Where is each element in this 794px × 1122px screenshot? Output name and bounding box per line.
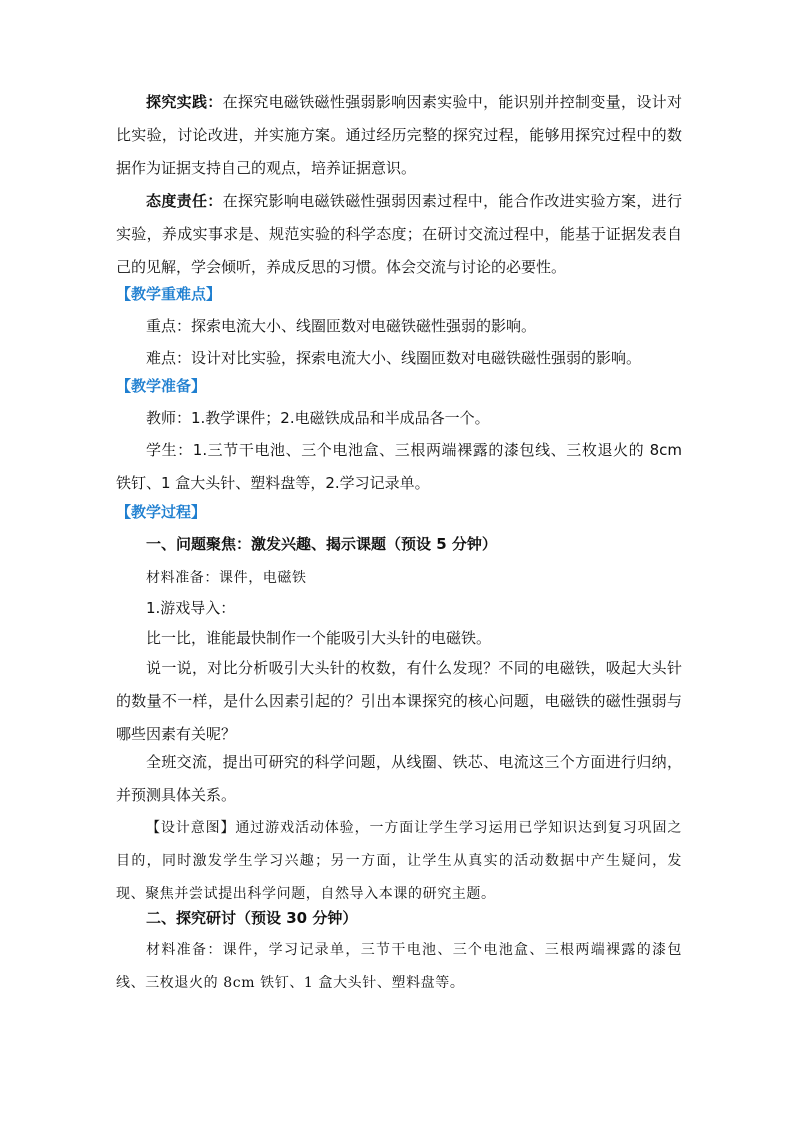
part1-discuss: 全班交流，提出可研究的科学问题，从线圈、铁芯、电流这三个方面进行归纳，并预测具体关系。 [116,753,682,804]
design-intent-tag: 【设计意图】 [146,820,236,836]
attitude-lead: 态度责任： [146,192,223,210]
part1-materials: 材料准备：课件，电磁铁 [146,570,307,586]
practice-text: 在探究电磁铁磁性强弱影响因素实验中，能识别并控制变量，设计对比实验，讨论改进，并实施方案。通过经历完整的探究过程，能够用探究过程中的数据作为证据支持自己的观点，培养证据意识。 [116,93,682,177]
design-intent-text: 通过游戏活动体验，一方面让学生学习运用已学知识达到复习巩固之目的，同时激发学生学习兴趣；另一方面，让学生从真实的活动数据中产生疑问，发现、聚焦并尝试提出科学问题，自然导入本课的研究主题。 [116,820,682,902]
difficulty-point: 难点：设计对比实验，探索电流大小、线圈匝数对电磁铁磁性强弱的影响。 [146,349,642,367]
part1-say: 说一说，对比分析吸引大头针的枚数，有什么发现？不同的电磁铁，吸起大头针的数量不一样，是什么因素引起的？引出本课探究的核心问题，电磁铁的磁性强弱与哪些因素有关呢？ [116,659,682,743]
part1-title: 一、问题聚焦：激发兴趣、揭示课题（预设 5 分钟） [146,535,497,553]
part2-title: 二、探究研讨（预设 30 分钟） [146,909,358,927]
part2-materials: 材料准备：课件，学习记录单，三节干电池、三个电池盒、三根两端裸露的漆包线、三枚退火的 8cm 铁钉、1 盒大头针、塑料盘等。 [116,942,682,991]
heading-process: 【教学过程】 [116,503,207,521]
part1-step: 1.游戏导入： [146,599,236,617]
paragraph-practice [116,86,682,185]
part1-design-intent [116,812,682,911]
heading-preparation: 【教学准备】 [116,377,207,395]
teacher-preparation: 教师：1.教学课件；2.电磁铁成品和半成品各一个。 [146,409,490,427]
practice-lead: 探究实践： [146,93,223,111]
paragraph-attitude [116,185,682,284]
focus-point: 重点：探索电流大小、线圈匝数对电磁铁磁性强弱的影响。 [146,317,537,335]
heading-key-points: 【教学重难点】 [116,285,222,303]
part1-compare: 比一比，谁能最快制作一个能吸引大头针的电磁铁。 [146,629,492,647]
attitude-text: 在探究影响电磁铁磁性强弱因素过程中，能合作改进实验方案，进行实验，养成实事求是、规范实验的科学态度；在研讨交流过程中，能基于证据发表自己的见解，学会倾听，养成反思的习惯。体会交流与讨论的必要性。 [116,192,682,276]
student-preparation: 学生：1.三节干电池、三个电池盒、三根两端裸露的漆包线、三枚退火的 8cm 铁钉、1 盒大头针、塑料盘等，2.学习记录单。 [116,441,682,492]
